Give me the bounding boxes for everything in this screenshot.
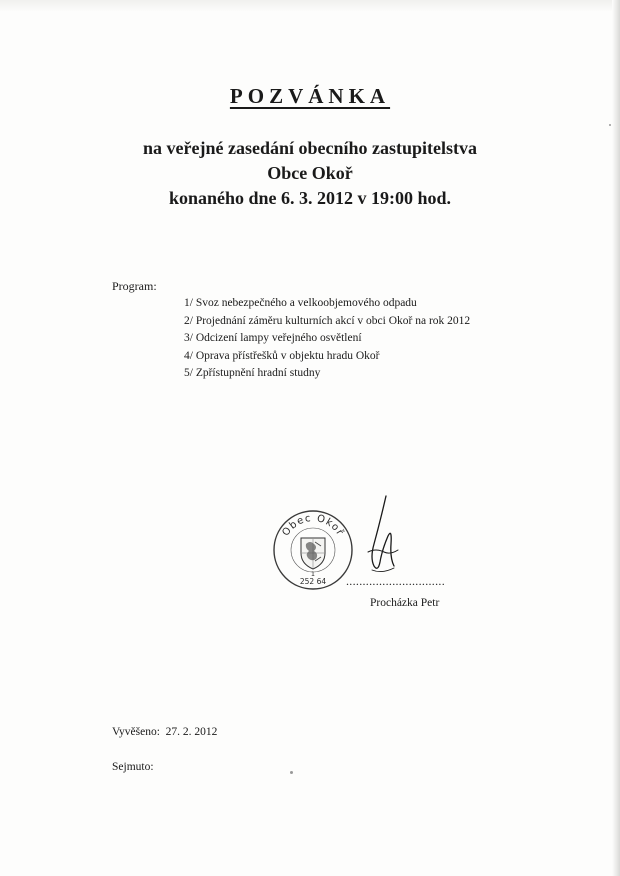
signature-line: .............................. xyxy=(346,574,445,588)
posted-row xyxy=(112,726,217,738)
removed-row xyxy=(112,761,154,773)
handwritten-signature xyxy=(358,492,406,580)
scan-shadow-right xyxy=(612,0,620,876)
document-title xyxy=(0,84,620,109)
subtitle-line-3: konaného dne 6. 3. 2012 v 19:00 hod. xyxy=(168,188,452,208)
program-item: 1/ Svoz nebezpečného a velkoobjemového odpadu xyxy=(184,297,417,309)
stamp-number-text: 1 xyxy=(310,570,316,578)
program-item: 4/ Oprava přístřešků v objektu hradu Okoř xyxy=(184,349,380,362)
posted-label: Vyvěšeno: xyxy=(112,726,160,738)
program-list xyxy=(184,295,470,383)
document-title-text: POZVÁNKA xyxy=(229,84,391,108)
municipal-stamp xyxy=(272,509,354,591)
program-item: 5/ Zpřístupnění hradní studny xyxy=(184,367,321,379)
stamp-name-text: Obec Okoř xyxy=(280,512,346,539)
scan-shadow-top xyxy=(0,0,620,12)
program-item: 3/ Odcizení lampy veřejného osvětlení xyxy=(184,332,362,344)
scan-speck xyxy=(609,124,611,126)
program-label: Program: xyxy=(112,279,157,293)
stamp-postal-code-text: 252 64 xyxy=(299,577,327,586)
program-item: 2/ Projednání záměru kulturních akcí v obci Okoř na rok 2012 xyxy=(184,314,471,327)
subtitle-line-2: Obce Okoř xyxy=(267,163,353,183)
removed-label: Sejmuto: xyxy=(112,761,154,773)
scan-speck xyxy=(290,771,293,774)
coat-of-arms-icon xyxy=(301,538,325,569)
posted-date: 27. 2. 2012 xyxy=(165,726,218,738)
subtitle-line-1: na veřejné zasedání obecního zastupitelstva xyxy=(143,138,477,158)
signer-name: Procházka Petr xyxy=(370,597,440,609)
